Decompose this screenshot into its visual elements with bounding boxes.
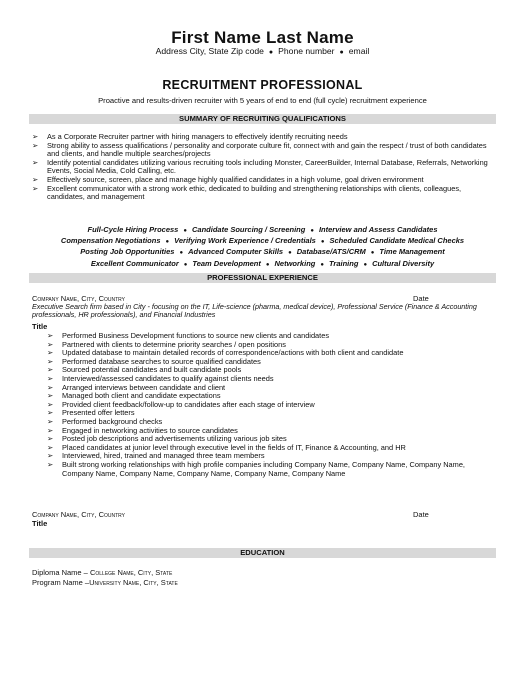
list-item: ➢ Performed database searches to source qualified candidates (47, 356, 261, 366)
separator-dot: ● (320, 239, 325, 246)
arrow-bullet-icon: ➢ (47, 365, 54, 375)
experience-heading: PROFESSIONAL EXPERIENCE (29, 273, 496, 283)
list-item: ➢ As a Corporate Recruiter partner with hiring managers to effectively identify recruiting needs (32, 132, 348, 141)
separator-dot: ● (310, 228, 314, 234)
separator-dot: ● (265, 261, 270, 268)
duties-list (47, 332, 477, 478)
arrow-bullet-icon: ➢ (47, 382, 54, 392)
skill: Database/ATS/CRM (296, 247, 366, 257)
list-item: ➢ Performed background checks (47, 416, 163, 426)
separator-dot: ● (268, 49, 274, 56)
list-item: ➢ Built strong working relationships with high profile companies including Company Name, Company Name, Company Name, Company Name, Company Name, Company Name, Company Name, Company Name (47, 459, 465, 478)
education-entry (32, 568, 172, 577)
email: email (348, 46, 370, 56)
separator-dot: ● (288, 250, 292, 257)
skills-row (29, 236, 496, 247)
address: Address City, State Zip code (155, 46, 264, 56)
separator-dot: ● (370, 250, 375, 257)
arrow-bullet-icon: ➢ (47, 348, 54, 358)
list-item: ➢ Placed candidates at junior level through executive level in the fields of IT, Finance & Accounting, and HR (47, 442, 406, 452)
list-item: ➢ Identify potential candidates utilizing various recruiting tools including Monster, CareerBuilder, Internal Database, Referrals, Networking Events, Social Media, Cold Calling, etc. (32, 157, 488, 176)
skill: Posting Job Opportunities (80, 247, 175, 257)
arrow-bullet-icon: ➢ (47, 425, 54, 435)
list-item: ➢ Posted job descriptions and advertisements utilizing various job sites (47, 434, 287, 444)
job-title: Title (32, 322, 48, 331)
arrow-bullet-icon: ➢ (47, 331, 54, 340)
job-date: Date (413, 294, 429, 303)
skill: Verifying Work Experience / Credentials (174, 236, 316, 246)
separator-dot: ● (179, 250, 184, 257)
list-item: ➢ Managed both client and candidate expectations (47, 391, 221, 401)
degree-name: Program Name – (32, 578, 90, 587)
degree-name: Diploma Name – (32, 568, 88, 577)
list-item: ➢ Arranged interviews between candidate and client (47, 382, 226, 392)
list-item: ➢ Engaged in networking activities to source candidates (47, 425, 238, 435)
skill: Advanced Computer Skills (188, 247, 284, 257)
education-heading: EDUCATION (29, 548, 496, 558)
skills-block (29, 225, 496, 270)
skill: Cultural Diversity (372, 258, 435, 268)
phone: Phone number (278, 46, 335, 56)
separator-dot: ● (339, 49, 344, 56)
list-item: ➢ Provided client feedback/follow-up to candidates after each stage of interview (47, 399, 315, 409)
education-entry (32, 578, 178, 587)
arrow-bullet-icon: ➢ (32, 157, 39, 167)
skill: Training (328, 258, 359, 268)
job-title: Title (32, 519, 48, 528)
arrow-bullet-icon: ➢ (32, 174, 39, 184)
skill: Full-Cycle Hiring Process (87, 225, 179, 234)
list-item: ➢ Presented offer letters (47, 408, 135, 418)
arrow-bullet-icon: ➢ (32, 140, 39, 150)
skill: Candidate Sourcing / Screening (191, 225, 306, 234)
list-item: ➢ Partnered with clients to determine priority searches / open positions (47, 339, 286, 349)
arrow-bullet-icon: ➢ (47, 356, 54, 366)
separator-dot: ● (363, 261, 368, 268)
summary-statement: Proactive and results-driven recruiter with 5 years of end to end (full cycle) recruitment experience (98, 96, 427, 105)
list-item: ➢ Updated database to maintain detailed records of correspondence/actions with both client and candidate (47, 348, 404, 358)
arrow-bullet-icon: ➢ (47, 442, 54, 452)
arrow-bullet-icon: ➢ (47, 373, 54, 383)
qualifications-heading: SUMMARY OF RECRUITING QUALIFICATIONS (29, 114, 496, 124)
separator-dot: ● (183, 228, 187, 234)
contact-line (0, 46, 525, 56)
arrow-bullet-icon: ➢ (47, 434, 54, 444)
list-item: ➢ Strong ability to assess qualifications / personality and corporate culture fit, connect with and gain the respect / trust of both candidates and clients, and handle multiple searches/projects (32, 140, 487, 159)
skills-row (29, 225, 496, 236)
list-item: ➢ Effectively source, screen, place and manage highly qualified candidates in a high volume, goal driven environment (32, 174, 424, 184)
separator-dot: ● (320, 261, 324, 268)
qualifications-list (32, 133, 497, 202)
list-item: ➢ Sourced potential candidates and built candidate pools (47, 365, 242, 375)
skills-row (29, 259, 496, 270)
list-item: ➢ Interviewed, hired, trained and managed three team members (47, 451, 265, 461)
list-item: ➢ Interviewed/assessed candidates to qualify against clients needs (47, 373, 274, 383)
arrow-bullet-icon: ➢ (47, 399, 54, 409)
skill: Networking (274, 258, 316, 268)
skill: Team Development (192, 258, 261, 268)
arrow-bullet-icon: ➢ (47, 339, 54, 349)
school-name: University Name, City, State (89, 578, 178, 587)
school-name: College Name, City, State (89, 568, 173, 577)
candidate-name: First Name Last Name (171, 28, 354, 47)
skills-row (29, 247, 496, 258)
arrow-bullet-icon: ➢ (47, 416, 54, 426)
separator-dot: ● (183, 261, 188, 268)
arrow-bullet-icon: ➢ (32, 132, 39, 141)
skill: Interview and Assess Candidates (318, 225, 438, 234)
skill: Scheduled Candidate Medical Checks (329, 236, 465, 246)
skill: Compensation Negotiations (60, 236, 161, 246)
job-company: Company Name, City, Country (32, 510, 126, 519)
skill: Time Management (379, 247, 445, 257)
job-company: Company Name, City, Country (32, 294, 126, 303)
arrow-bullet-icon: ➢ (32, 183, 39, 193)
job-date: Date (413, 510, 429, 519)
arrow-bullet-icon: ➢ (47, 391, 54, 401)
arrow-bullet-icon: ➢ (47, 459, 54, 469)
arrow-bullet-icon: ➢ (47, 408, 54, 418)
resume-title: RECRUITMENT PROFESSIONAL (162, 78, 363, 92)
separator-dot: ● (165, 239, 170, 246)
skill: Excellent Communicator (90, 258, 179, 268)
arrow-bullet-icon: ➢ (47, 451, 54, 461)
job-description: Executive Search firm based in City - focusing on the IT, Life-science (pharma, medical device), Professional Service (Finance & Accounting professionals, HR professionals), and Financial Industries (32, 302, 477, 320)
list-item: ➢ Excellent communicator with a strong work ethic, dedicated to building and strengthening relationships with clients, colleagues, candidates, and management (32, 183, 462, 202)
list-item: ➢ Performed Business Development functions to source new clients and candidates (47, 331, 330, 340)
